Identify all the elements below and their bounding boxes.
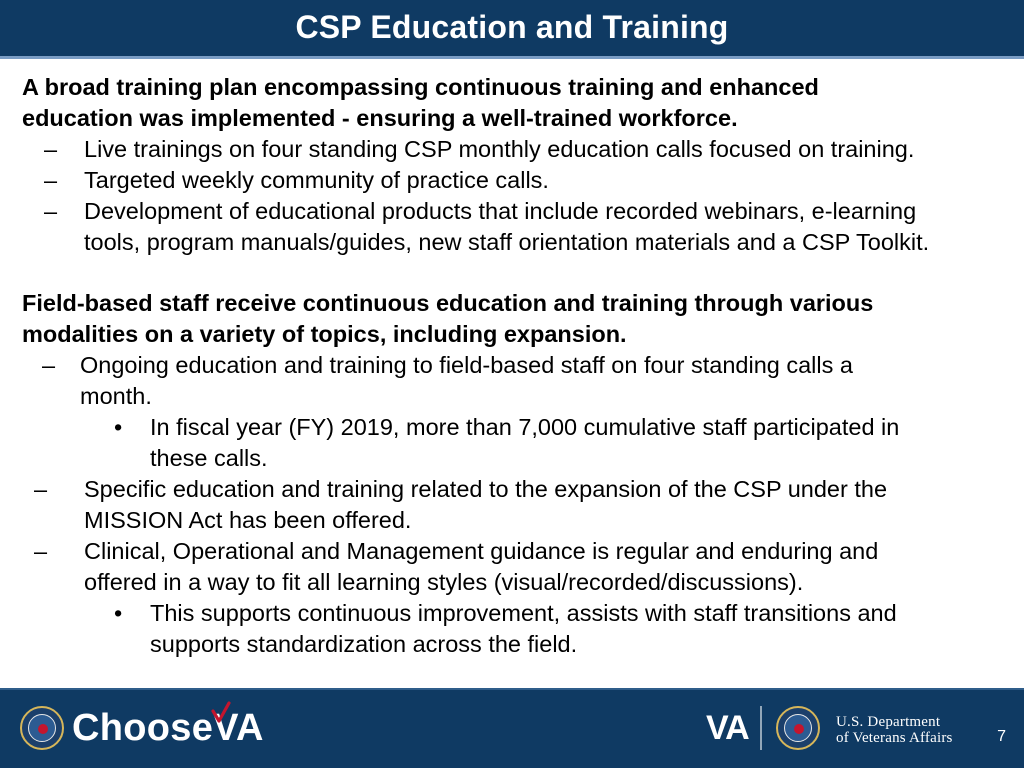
va-seal-icon: [20, 706, 64, 750]
department-line2: of Veterans Affairs: [836, 730, 953, 746]
section2-subbullet-marker: •: [114, 600, 123, 626]
va-wordmark: VA: [706, 709, 749, 747]
va-seal-icon: [776, 706, 820, 750]
slide-footer: [0, 688, 1024, 768]
page-number: 7: [997, 728, 1006, 745]
section1-heading-line1: A broad training plan encompassing continuous training and enhanced: [22, 74, 819, 100]
va-seal-inner: [784, 714, 812, 742]
section2-bullet-marker: –: [42, 352, 56, 378]
section2-subbullet2-line1: This supports continuous improvement, assists with staff transitions and: [150, 600, 897, 626]
section2-subbullet1-line1: In fiscal year (FY) 2019, more than 7,000 cumulative staff participated in: [150, 414, 900, 440]
footer-rule: [0, 688, 1024, 690]
section1-bullet-marker: –: [44, 198, 58, 224]
department-line1: U.S. Department: [836, 714, 941, 730]
section1-heading-line2: education was implemented - ensuring a well-trained workforce.: [22, 105, 738, 131]
section1-bullet3-line2: tools, program manuals/guides, new staff orientation materials and a CSP Toolkit.: [84, 229, 930, 255]
section2-bullet2-line1: Specific education and training related to the expansion of the CSP under the: [84, 476, 888, 502]
section2-bullet-marker: –: [34, 538, 48, 564]
section2-subbullet-marker: •: [114, 414, 123, 440]
slide-title: CSP Education and Training: [295, 8, 729, 45]
section2-bullet-marker: –: [34, 476, 48, 502]
choose-va-suffix-text: VA: [213, 706, 264, 749]
section2-subbullet1-line2: these calls.: [150, 445, 268, 471]
section1-bullet3-line1: Development of educational products that include recorded webinars, e-learning: [84, 198, 917, 224]
section2-subbullet2-line2: supports standardization across the field.: [150, 631, 578, 657]
choose-va-logo: [72, 698, 264, 758]
section1-bullet-marker: –: [44, 167, 58, 193]
choose-va-check-icon: [209, 701, 233, 725]
section2-heading-line2: modalities on a variety of topics, including expansion.: [22, 321, 627, 347]
va-seal-center: [794, 724, 804, 734]
section2-bullet1-line1: Ongoing education and training to field-based staff on four standing calls a: [80, 352, 853, 378]
section1-bullet-marker: –: [44, 136, 58, 162]
va-seal-inner: [28, 714, 56, 742]
department-name: [836, 714, 953, 746]
section2-bullet1-line2: month.: [80, 383, 152, 409]
va-divider: [760, 706, 762, 750]
section2-heading-line1: Field-based staff receive continuous education and training through various: [22, 290, 874, 316]
section1-bullet1-line1: Live trainings on four standing CSP monthly education calls focused on training.: [84, 136, 915, 162]
choose-va-prefix: Choose: [72, 706, 214, 749]
section2-bullet3-line2: offered in a way to fit all learning styles (visual/recorded/discussions).: [84, 569, 804, 595]
section2-bullet3-line1: Clinical, Operational and Management guidance is regular and enduring and: [84, 538, 879, 564]
choose-va-suffix: [213, 707, 264, 750]
section2-bullet2-line2: MISSION Act has been offered.: [84, 507, 412, 533]
va-seal-center: [38, 724, 48, 734]
section1-bullet2-line1: Targeted weekly community of practice calls.: [84, 167, 549, 193]
